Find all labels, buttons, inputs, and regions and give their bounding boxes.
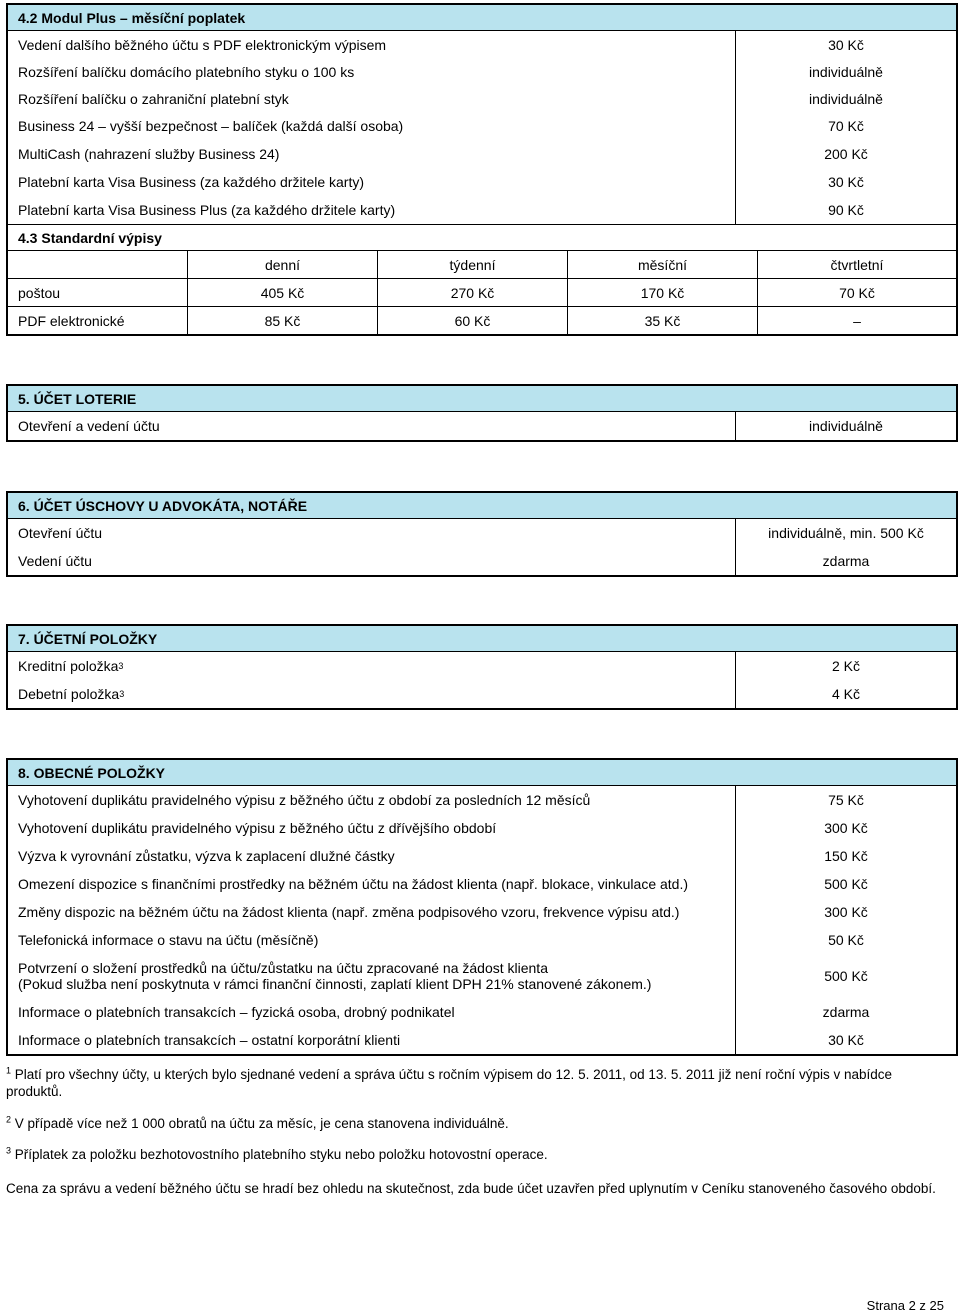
cell-value: 405 Kč bbox=[188, 279, 378, 306]
row-value: 500 Kč bbox=[824, 968, 868, 984]
fee-table-general-items bbox=[6, 758, 958, 1056]
row-value: individuálně bbox=[809, 418, 883, 434]
row-label: Business 24 – vyšší bezpečnost – balíček (každá další osoba) bbox=[8, 112, 736, 140]
table-row bbox=[8, 412, 956, 440]
row-label: Výzva k vyrovnání zůstatku, výzva k zaplacení dlužné částky bbox=[8, 842, 736, 870]
row-value: 500 Kč bbox=[824, 876, 868, 892]
section-header-5: 5. ÚČET LOTERIE bbox=[8, 386, 956, 412]
section-header-4-2: 4.2 Modul Plus – měsíční poplatek bbox=[8, 5, 956, 31]
table-row bbox=[8, 519, 956, 547]
table-row bbox=[8, 786, 956, 814]
table-row bbox=[8, 1026, 956, 1054]
cell-value: 60 Kč bbox=[378, 307, 568, 334]
footnote-2 bbox=[6, 1115, 946, 1132]
footnote-3 bbox=[6, 1146, 946, 1163]
cell-value: – bbox=[853, 312, 861, 329]
row-label-text: Kreditní položka bbox=[18, 658, 119, 674]
row-label-line-1: Potvrzení o složení prostředků na účtu/zůstatku na účtu zpracované na žádost klienta bbox=[18, 960, 548, 976]
footnote-text: Příplatek za položku bezhotovostního platebního styku nebo položku hotovostní operace. bbox=[14, 1147, 548, 1162]
header-cell: denní bbox=[188, 251, 378, 278]
fee-table-accounting-items bbox=[6, 624, 958, 710]
row-label: Omezení dispozice s finančními prostředky na běžném účtu na žádost klienta (např. blokace, vinkulace atd.) bbox=[8, 870, 736, 898]
row-label: poštou bbox=[8, 279, 188, 306]
header-cell bbox=[8, 251, 188, 278]
table-row bbox=[8, 652, 956, 680]
cell-value: 270 Kč bbox=[378, 279, 568, 306]
statement-header-row bbox=[8, 250, 956, 278]
row-label: Rozšíření balíčku domácího platebního styku o 100 ks bbox=[8, 58, 736, 85]
fee-table-escrow-account bbox=[6, 491, 958, 577]
fee-table-lottery-account bbox=[6, 384, 958, 442]
row-value: 2 Kč bbox=[831, 658, 860, 674]
footnote-number: 1 bbox=[6, 1065, 12, 1076]
row-value: 300 Kč bbox=[824, 904, 868, 920]
row-label: PDF elektronické bbox=[8, 307, 188, 334]
row-label: Informace o platebních transakcích – ostatní korporátní klienti bbox=[8, 1026, 736, 1054]
row-value: 150 Kč bbox=[824, 848, 868, 864]
row-label: Telefonická informace o stavu na účtu (měsíčně) bbox=[8, 926, 736, 954]
row-label: Platební karta Visa Business Plus (za každého držitele karty) bbox=[8, 196, 736, 224]
table-row bbox=[8, 85, 956, 112]
cell-value: 35 Kč bbox=[568, 307, 758, 334]
section-header-8: 8. OBECNÉ POLOŽKY bbox=[8, 760, 956, 786]
row-label: Rozšíření balíčku o zahraniční platební styk bbox=[8, 85, 736, 112]
row-value: 90 Kč bbox=[828, 202, 864, 218]
table-row bbox=[8, 196, 956, 224]
footnote-1 bbox=[6, 1066, 946, 1100]
section-header-6: 6. ÚČET ÚSCHOVY U ADVOKÁTA, NOTÁŘE bbox=[8, 493, 956, 519]
header-cell: týdenní bbox=[378, 251, 568, 278]
row-value: 75 Kč bbox=[828, 792, 864, 808]
row-label: Otevření účtu bbox=[8, 519, 736, 547]
row-value: individuálně bbox=[809, 90, 883, 107]
row-label: Debetní položka 3 bbox=[8, 680, 736, 708]
row-value: 70 Kč bbox=[828, 118, 864, 134]
row-label: Kreditní položka 3 bbox=[8, 652, 736, 680]
footnote-text: V případě více než 1 000 obratů na účtu za měsíc, je cena stanovena individuálně. bbox=[14, 1116, 509, 1131]
table-row bbox=[8, 926, 956, 954]
row-value: 200 Kč bbox=[824, 146, 868, 162]
cell-value: 85 Kč bbox=[188, 307, 378, 334]
row-label: Vyhotovení duplikátu pravidelného výpisu z běžného účtu z období za posledních 12 měsíců bbox=[8, 786, 736, 814]
row-value: 4 Kč bbox=[831, 686, 860, 702]
closing-note: Cena za správu a vedení běžného účtu se hradí bez ohledu na skutečnost, zda bude účet uzavřen před uplynutím v Ceníku stanoveného časového období. bbox=[6, 1181, 936, 1196]
footnote-number: 2 bbox=[6, 1114, 12, 1125]
row-value: 30 Kč bbox=[828, 174, 864, 190]
row-value: 30 Kč bbox=[828, 36, 864, 53]
table-row bbox=[8, 547, 956, 575]
row-value: individuálně bbox=[809, 63, 883, 80]
table-row bbox=[8, 168, 956, 196]
table-row bbox=[8, 842, 956, 870]
table-row bbox=[8, 31, 956, 58]
row-label: Platební karta Visa Business (za každého držitele karty) bbox=[8, 168, 736, 196]
row-label: Otevření a vedení účtu bbox=[8, 412, 736, 440]
footnote-text: Platí pro všechny účty, u kterých bylo sjednané vedení a správa účtu s ročním výpisem do 12. 5. 2011, od 13. 5. 2011 již není roční výpis v nabídce produktů. bbox=[6, 1067, 893, 1099]
header-cell: měsíční bbox=[568, 251, 758, 278]
row-value: 50 Kč bbox=[828, 932, 864, 948]
statement-row bbox=[8, 278, 956, 306]
table-row bbox=[8, 680, 956, 708]
row-label: Informace o platebních transakcích – fyzická osoba, drobný podnikatel bbox=[8, 998, 736, 1026]
fee-table-modul-plus bbox=[6, 3, 958, 336]
table-row bbox=[8, 870, 956, 898]
row-value: zdarma bbox=[822, 553, 870, 569]
table-row bbox=[8, 140, 956, 168]
row-value: individuálně, min. 500 Kč bbox=[768, 525, 924, 541]
table-row bbox=[8, 998, 956, 1026]
row-label bbox=[8, 954, 736, 998]
row-label: MultiCash (nahrazení služby Business 24) bbox=[8, 140, 736, 168]
row-value: 300 Kč bbox=[824, 820, 868, 836]
row-label-line-2: (Pokud služba není poskytnuta v rámci finanční činnosti, zaplatí klient DPH 21% stanovené zákonem.) bbox=[18, 976, 652, 992]
row-label: Vyhotovení duplikátu pravidelného výpisu z běžného účtu z dřívějšího období bbox=[8, 814, 736, 842]
cell-value: 170 Kč bbox=[568, 279, 758, 306]
row-label: Vedení dalšího běžného účtu s PDF elektronickým výpisem bbox=[8, 31, 736, 58]
table-row bbox=[8, 954, 956, 998]
row-value: 30 Kč bbox=[828, 1032, 864, 1048]
row-label: Vedení účtu bbox=[8, 547, 736, 575]
statement-row bbox=[8, 306, 956, 334]
footnote-number: 3 bbox=[6, 1145, 12, 1156]
table-row bbox=[8, 58, 956, 85]
section-header-7: 7. ÚČETNÍ POLOŽKY bbox=[8, 626, 956, 652]
page-number: Strana 2 z 25 bbox=[866, 1298, 944, 1313]
row-label-text: Debetní položka bbox=[18, 686, 120, 702]
section-header-4-3: 4.3 Standardní výpisy bbox=[8, 224, 956, 250]
header-cell: čtvrtletní bbox=[830, 256, 884, 273]
table-row bbox=[8, 898, 956, 926]
table-row bbox=[8, 814, 956, 842]
cell-value: 70 Kč bbox=[839, 284, 875, 301]
table-row bbox=[8, 112, 956, 140]
row-label: Změny dispozic na běžném účtu na žádost klienta (např. změna podpisového vzoru, frekvence výpisu atd.) bbox=[8, 898, 736, 926]
row-value: zdarma bbox=[822, 1004, 870, 1020]
